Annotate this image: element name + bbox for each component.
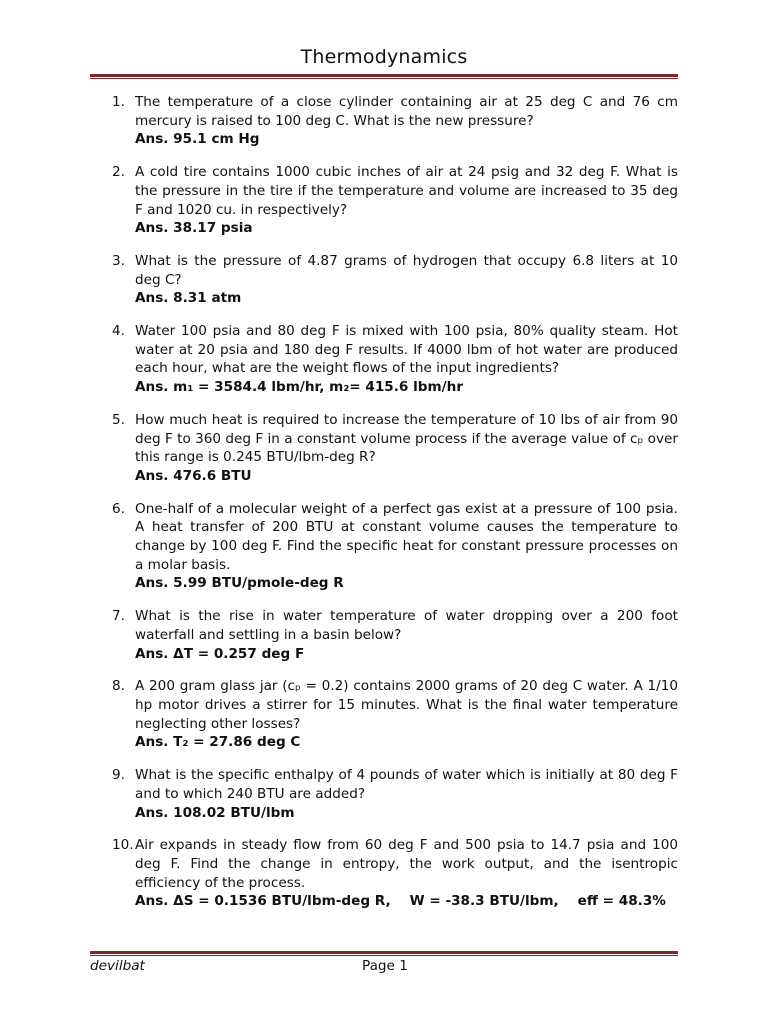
question-body bbox=[135, 163, 678, 238]
question-number: 1. bbox=[112, 94, 125, 110]
question-number: 2. bbox=[112, 164, 125, 181]
question-item bbox=[112, 607, 678, 663]
answer-text: Ans. 108.02 BTU/lbm bbox=[135, 804, 295, 821]
question-number: 4. bbox=[112, 323, 125, 340]
footer-divider bbox=[90, 951, 678, 956]
footer-author: devilbat bbox=[90, 958, 145, 974]
question-body bbox=[135, 252, 678, 308]
question-text: Water 100 psia and 80 deg F is mixed with 100 psia, 80% quality steam. Hot water at 20 psia and 180 deg F results. If 4000 lbm of hot water are produced each hour, what are the weight flows of the input ingredients? bbox=[135, 323, 678, 377]
question-number: 8. bbox=[112, 678, 125, 695]
question-number: 3. bbox=[112, 252, 125, 269]
answer-text: Ans. ΔS = 0.1536 BTU/lbm-deg R, W = -38.3 BTU/lbm, eff = 48.3% bbox=[135, 893, 666, 910]
question-body bbox=[135, 766, 678, 822]
answer-text: Ans. m₁ = 3584.4 lbm/hr, m₂= 415.6 lbm/hr bbox=[135, 379, 464, 396]
header-divider bbox=[90, 74, 678, 79]
question-item bbox=[112, 766, 678, 822]
answer-text: Ans. 95.1 cm Hg bbox=[135, 131, 260, 148]
question-body bbox=[135, 93, 678, 149]
question-text: What is the rise in water temperature of water dropping over a 200 foot waterfall and settling in a basin below? bbox=[135, 608, 678, 643]
question-text: Air expands in steady flow from 60 deg F and 500 psia to 14.7 psia and 100 deg F. Find the change in entropy, the work output, and the isentropic efficiency of the process. bbox=[135, 837, 678, 891]
question-item bbox=[112, 836, 678, 911]
question-number: 5. bbox=[112, 411, 125, 428]
question-body bbox=[135, 411, 678, 486]
question-item bbox=[112, 411, 678, 486]
answer-text: Ans. ΔT = 0.257 deg F bbox=[135, 645, 305, 662]
question-text: How much heat is required to increase the temperature of 10 lbs of air from 90 deg F to 360 deg F in a constant volume process if the average value of cₚ over this range is 0.245 BTU/lbm-deg R? bbox=[135, 411, 678, 466]
question-item bbox=[112, 677, 678, 752]
question-item bbox=[112, 252, 678, 308]
question-text: One-half of a molecular weight of a perfect gas exist at a pressure of 100 psia. A heat transfer of 200 BTU at constant volume causes the temperature to change by 100 deg F. Find the specific heat for constant pressure processes on a molar basis. bbox=[135, 500, 678, 573]
answer-text: Ans. 8.31 atm bbox=[135, 290, 242, 307]
question-item bbox=[112, 163, 678, 238]
question-body bbox=[135, 500, 678, 594]
question-number: 6. bbox=[112, 500, 125, 517]
answer-text: Ans. 5.99 BTU/pmole-deg R bbox=[135, 575, 344, 592]
question-body bbox=[135, 322, 678, 397]
question-body bbox=[135, 836, 678, 911]
question-text: What is the pressure of 4.87 grams of hydrogen that occupy 6.8 liters at 10 deg C? bbox=[135, 252, 678, 288]
question-number: 9. bbox=[112, 767, 125, 784]
question-item bbox=[112, 500, 678, 594]
answer-text: Ans. 38.17 psia bbox=[135, 220, 253, 237]
footer-page-number: Page 1 bbox=[362, 958, 408, 974]
question-body bbox=[135, 607, 678, 663]
answer-text: Ans. T₂ = 27.86 deg C bbox=[135, 734, 301, 751]
question-text: A 200 gram glass jar (cₚ = 0.2) contains 2000 grams of 20 deg C water. A 1/10 hp motor drives a stirrer for 15 minutes. What is the final water temperature neglecting other losses? bbox=[135, 678, 678, 732]
question-number: 7. bbox=[112, 608, 125, 625]
question-body bbox=[135, 677, 678, 752]
question-text: The temperature of a close cylinder containing air at 25 deg C and 76 cm mercury is raised to 100 deg C. What is the new pressure? bbox=[135, 94, 678, 129]
answer-text: Ans. 476.6 BTU bbox=[135, 467, 252, 484]
question-item bbox=[112, 93, 678, 149]
page-title: Thermodynamics bbox=[300, 46, 468, 68]
question-number: 10. bbox=[112, 837, 134, 854]
question-text: A cold tire contains 1000 cubic inches of air at 24 psig and 32 deg F. What is the pressure in the tire if the temperature and volume are increased to 35 deg F and 1020 cu. in respectively? bbox=[135, 164, 678, 218]
question-text: What is the specific enthalpy of 4 pounds of water which is initially at 80 deg F and to which 240 BTU are added? bbox=[135, 767, 678, 802]
question-list bbox=[112, 93, 678, 925]
question-item bbox=[112, 322, 678, 397]
